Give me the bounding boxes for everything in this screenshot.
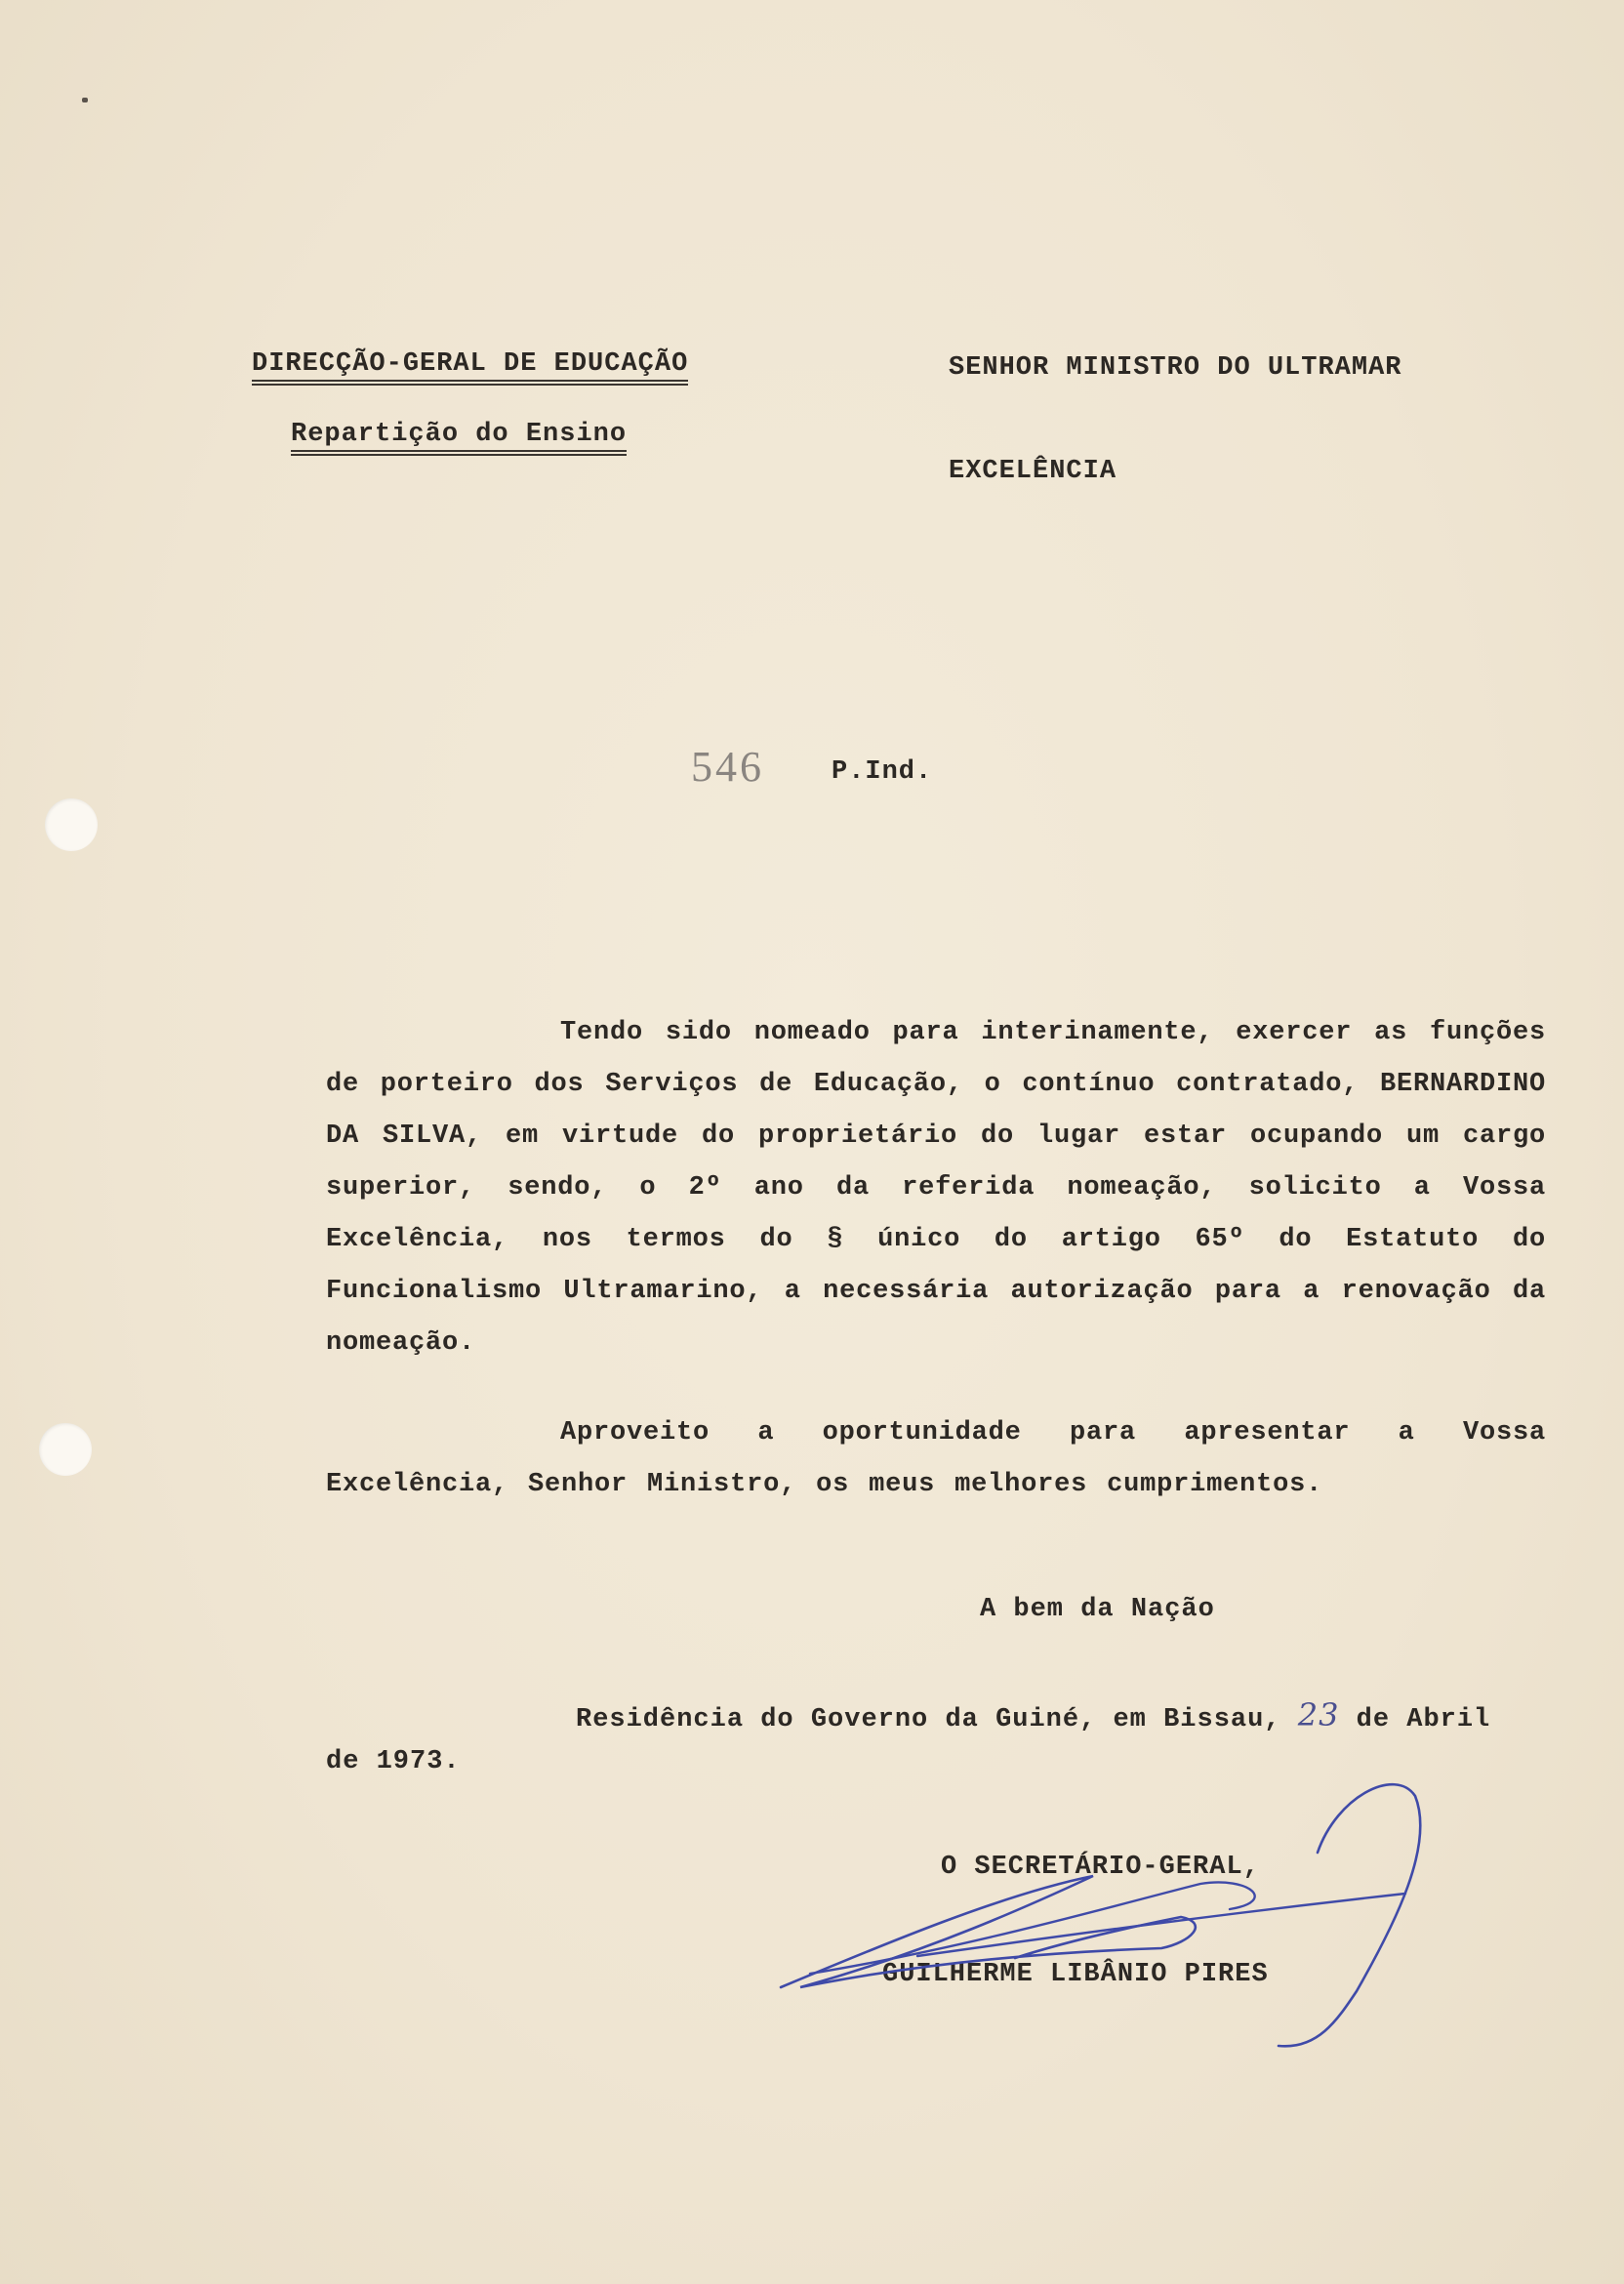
- salutation: EXCELÊNCIA: [949, 457, 1117, 486]
- punch-hole-upper: [45, 798, 98, 851]
- signatory-title: O SECRETÁRIO-GERAL,: [941, 1853, 1260, 1882]
- paragraph-1-text: Tendo sido nomeado para interinamente, exercer as funções de porteiro dos Serviços de Educação, o contínuo contratado, BERNARDINO DA SILVA, em virtude do proprietário do lugar estar ocupando um cargo superior, sendo, o 2º ano da referida nomeação, solicito a Vossa Excelência, nos termos do § único do artigo 65º do Estatuto do Funcionalismo Ultramarino, a necessária autorização para a renovação da nomeação.: [326, 1018, 1546, 1358]
- header-directorate: [252, 349, 688, 379]
- reference-code: P.Ind.: [832, 757, 933, 787]
- punch-hole-lower: [39, 1423, 92, 1476]
- department-title: Repartição do Ensino: [291, 420, 627, 456]
- paragraph-2-text: Aproveito a oportunidade para apresentar a Vossa Excelência, Senhor Ministro, os meus melhores cumprimentos.: [326, 1418, 1546, 1499]
- place-date-line: [576, 1696, 1490, 1734]
- signatory-name: GUILHERME LIBÂNIO PIRES: [882, 1960, 1269, 1989]
- addressee: SENHOR MINISTRO DO ULTRAMAR: [949, 353, 1402, 383]
- paper-speck: [82, 98, 88, 102]
- place-date-prefix: Residência do Governo da Guiné, em Bissau,: [576, 1705, 1281, 1734]
- closing-motto: A bem da Nação: [980, 1595, 1215, 1624]
- place-date-suffix: de Abril: [1356, 1705, 1491, 1734]
- directorate-title: DIRECÇÃO-GERAL DE EDUCAÇÃO: [252, 349, 688, 386]
- reference-number: 546: [691, 743, 764, 791]
- handwritten-signature: [771, 1757, 1435, 2069]
- year-line: de 1973.: [326, 1747, 461, 1776]
- header-department: [291, 420, 627, 449]
- body-paragraph-2: [326, 1407, 1546, 1511]
- handwritten-day: 23: [1297, 1696, 1340, 1733]
- body-paragraph-1: [326, 1007, 1546, 1369]
